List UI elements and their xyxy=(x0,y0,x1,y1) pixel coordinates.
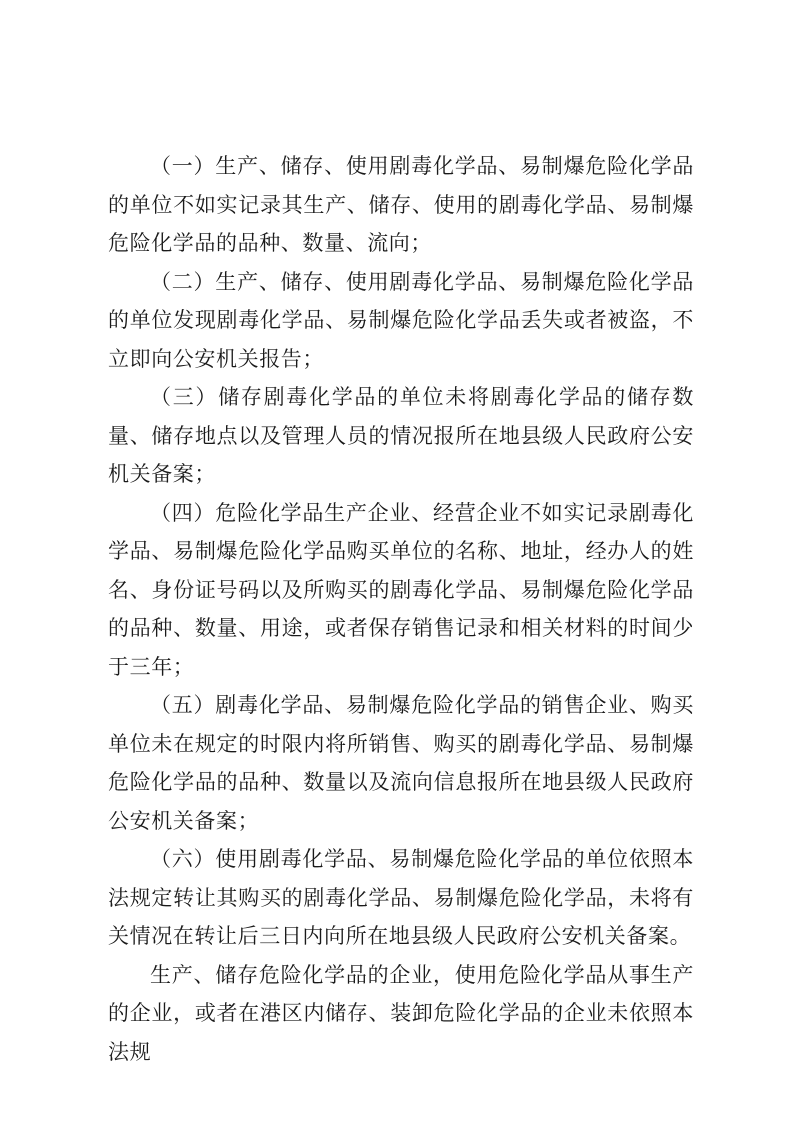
document-body xyxy=(108,147,694,1071)
paragraph-item-1: （一）生产、储存、使用剧毒化学品、易制爆危险化学品的单位不如实记录其生产、储存、使用的剧毒化学品、易制爆危险化学品的品种、数量、流向； xyxy=(108,154,694,255)
paragraph-item-3: （三）储存剧毒化学品的单位未将剧毒化学品的储存数量、储存地点以及管理人员的情况报所在地县级人民政府公安机关备案； xyxy=(108,385,694,486)
paragraph-item-4: （四）危险化学品生产企业、经营企业不如实记录剧毒化学品、易制爆危险化学品购买单位的名称、地址，经办人的姓名、身份证号码以及所购买的剧毒化学品、易制爆危险化学品的品种、数量、用途，或者保存销售记录和相关材料的时间少于三年； xyxy=(108,500,694,679)
paragraph-item-5: （五）剧毒化学品、易制爆危险化学品的销售企业、购买单位未在规定的时限内将所销售、购买的剧毒化学品、易制爆危险化学品的品种、数量以及流向信息报所在地县级人民政府公安机关备案； xyxy=(108,693,694,833)
paragraph-item-2: （二）生产、储存、使用剧毒化学品、易制爆危险化学品的单位发现剧毒化学品、易制爆危险化学品丢失或者被盗，不立即向公安机关报告； xyxy=(108,269,694,371)
paragraph-continuation: 生产、储存危险化学品的企业，使用危险化学品从事生产的企业，或者在港区内储存、装卸危险化学品的企业未依照本法规 xyxy=(108,962,694,1064)
paragraph-item-6: （六）使用剧毒化学品、易制爆危险化学品的单位依照本法规定转让其购买的剧毒化学品、易制爆危险化学品，未将有关情况在转让后三日内向所在地县级人民政府公安机关备案。 xyxy=(108,847,694,948)
